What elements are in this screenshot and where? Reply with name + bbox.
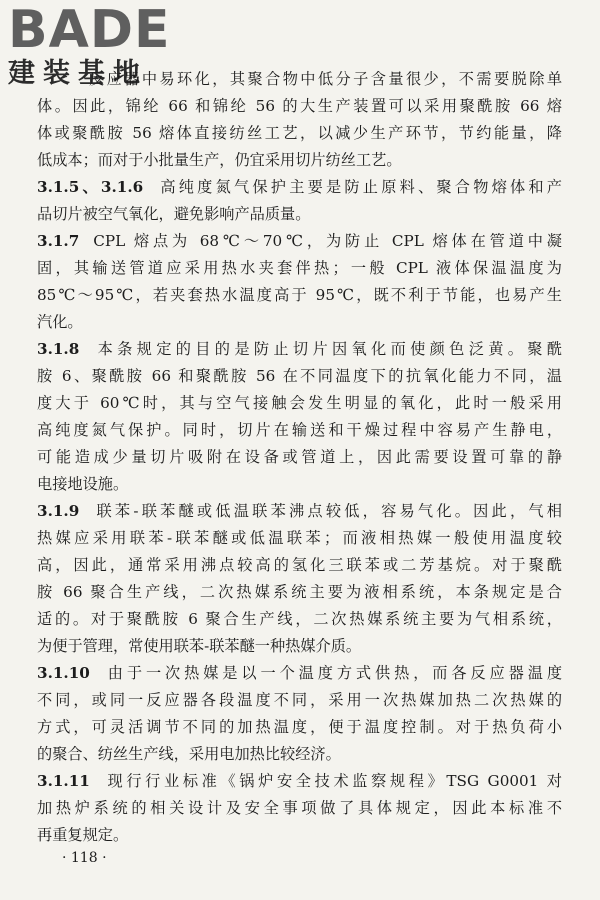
line-text: 联苯-联苯醚或低温联苯沸点较低，容易气化。因此，气相 (93, 502, 562, 520)
line-text: 胺 66 聚合生产线，二次热媒系统主要为液相系统，本条规定是合 (37, 583, 562, 601)
text-line (37, 660, 562, 687)
text-line (37, 201, 562, 228)
line-text: 由于一次热媒是以一个温度方式供热，而各反应器温度 (103, 664, 562, 682)
text-line (37, 606, 562, 633)
text-line (37, 363, 562, 390)
line-text: 高纯度氮气保护主要是防止原料、聚合物熔体和产 (157, 178, 562, 196)
line-text: 加热炉系统的相关设计及安全事项做了具体规定，因此本标准不 (37, 799, 562, 817)
section-number: 3.1.8 (37, 340, 80, 358)
text-line (37, 93, 562, 120)
line-text: 品切片被空气氧化，避免影响产品质量。 (37, 205, 311, 223)
text-line (37, 822, 562, 849)
text-line (37, 687, 562, 714)
line-text: CPL 熔点为 68℃～70℃，为防止 CPL 熔体在管道中凝 (93, 232, 562, 250)
page-number: · 118 · (62, 850, 107, 866)
text-line (37, 579, 562, 606)
text-line (37, 471, 562, 498)
line-text: 本条规定的目的是防止切片因氧化而使颜色泛黄。聚酰 (93, 340, 562, 358)
text-line (37, 66, 562, 93)
text-line (37, 174, 562, 201)
text-line (37, 147, 562, 174)
line-text: 度大于 60℃时，其与空气接触会发生明显的氧化，此时一般采用 (37, 394, 562, 412)
text-line (37, 120, 562, 147)
line-text: 固，其输送管道应采用热水夹套伴热；一般 CPL 液体保温温度为 (37, 259, 562, 277)
text-line (37, 309, 562, 336)
line-text: 可能造成少量切片吸附在设备或管道上，因此需要设置可靠的静 (37, 448, 562, 466)
section-number: 3.1.10 (37, 664, 90, 682)
line-text: 适的。对于聚酰胺 6 聚合生产线，二次热媒系统主要为气相系统， (37, 610, 562, 628)
line-text: 反应器中易环化，其聚合物中低分子含量很少，不需要脱除单 (89, 70, 562, 88)
line-text: 85℃～95℃，若夹套热水温度高于 95℃，既不利于节能，也易产生 (37, 286, 562, 304)
line-text: 方式，可灵活调节不同的加热温度，便于温度控制。对于热负荷小 (37, 718, 562, 736)
text-line (37, 795, 562, 822)
text-line (37, 282, 562, 309)
text-line (37, 444, 562, 471)
text-line (37, 741, 562, 768)
line-text: 体。因此，锦纶 66 和锦纶 56 的大生产装置可以采用聚酰胺 66 熔 (37, 97, 562, 115)
line-text: 热媒应采用联苯-联苯醚或低温联苯；而液相热媒一般使用温度较 (37, 529, 562, 547)
line-text: 的聚合、纺丝生产线，采用电加热比较经济。 (37, 745, 341, 763)
line-text: 胺 6、聚酰胺 66 和聚酰胺 56 在不同温度下的抗氧化能力不同，温 (37, 367, 562, 385)
line-text: 低成本；而对于小批量生产，仍宜采用切片纺丝工艺。 (37, 151, 402, 169)
text-line (37, 417, 562, 444)
line-text: 再重复规定。 (37, 826, 129, 844)
logo-subtitle: 建装基地 (8, 58, 148, 89)
text-line (37, 525, 562, 552)
line-text: 电接地设施。 (37, 475, 129, 493)
section-number: 3.1.9 (37, 502, 80, 520)
text-line (37, 552, 562, 579)
section-number: 3.1.11 (37, 772, 90, 790)
line-text: 为便于管理，常使用联苯-联苯醚一种热媒介质。 (37, 637, 362, 655)
text-line (37, 498, 562, 525)
text-line (37, 714, 562, 741)
section-number: 3.1.5、3.1.6 (37, 178, 144, 196)
line-text: 现行行业标准《锅炉安全技术监察规程》TSG G0001 对 (103, 772, 562, 790)
text-line (37, 255, 562, 282)
text-line (37, 633, 562, 660)
line-text: 不同，或同一反应器各段温度不同，采用一次热媒加热二次热媒的 (37, 691, 562, 709)
logo-wordmark: BADE (8, 0, 171, 60)
text-line (37, 336, 562, 363)
line-text: 汽化。 (37, 313, 83, 331)
text-line (37, 390, 562, 417)
text-line (37, 228, 562, 255)
line-text: 体或聚酰胺 56 熔体直接纺丝工艺，以减少生产环节，节约能量，降 (37, 124, 562, 142)
line-text: 高纯度氮气保护。同时，切片在输送和干燥过程中容易产生静电， (37, 421, 562, 439)
line-text: 高，因此，通常采用沸点较高的氢化三联苯或二芳基烷。对于聚酰 (37, 556, 562, 574)
text-line (37, 768, 562, 795)
section-number: 3.1.7 (37, 232, 80, 250)
document-body (37, 66, 562, 849)
